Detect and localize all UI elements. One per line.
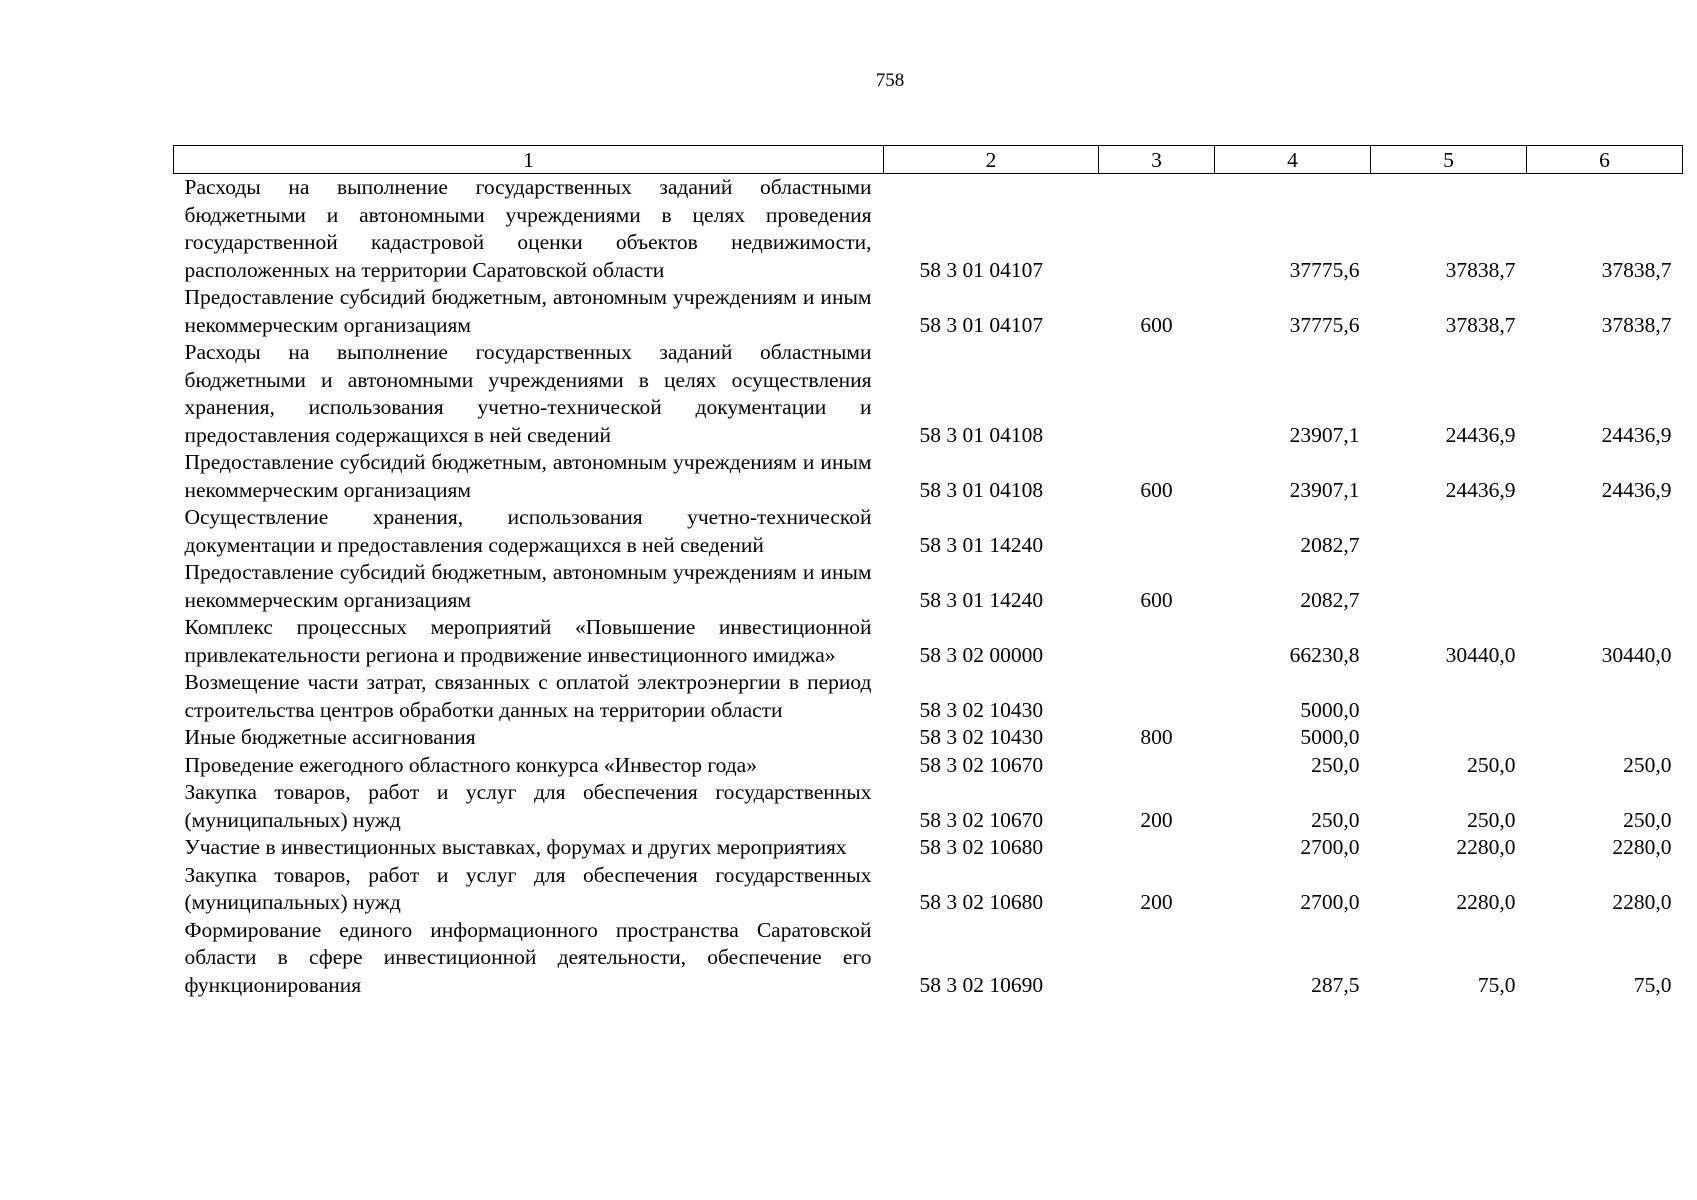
row-expense-type <box>1099 504 1215 559</box>
row-description: Возмещение части затрат, связанных с оплатой электроэнергии в период строительства центров обработки данных на территории области <box>184 670 872 722</box>
row-amount-col-4: 5000,0 <box>1300 725 1360 749</box>
table-header <box>174 146 1683 174</box>
row-amount-col-5: 37838,7 <box>1445 257 1516 282</box>
row-description: Предоставление субсидий бюджетным, автономным учреждениям и иным некоммерческим организациям <box>184 285 872 337</box>
table-row <box>174 504 1683 559</box>
row-amount-col-5: 2280,0 <box>1456 890 1516 914</box>
row-expense-type: 600 <box>1140 312 1173 337</box>
row-description: Предоставление субсидий бюджетным, автономным учреждениям и иным некоммерческим организациям <box>184 560 872 612</box>
table-row <box>174 862 1683 917</box>
row-amount-col-4: 250,0 <box>1311 752 1360 777</box>
table-row <box>174 752 1683 780</box>
table-row <box>174 559 1683 614</box>
table-row <box>174 339 1683 449</box>
header-row <box>174 146 1683 174</box>
row-amount-col-5 <box>1371 559 1527 614</box>
row-target-code: 58 3 01 04107 <box>919 257 1044 282</box>
header-col-1: 1 <box>174 146 884 174</box>
row-description: Участие в инвестиционных выставках, форумах и других мероприятиях <box>184 835 847 859</box>
header-col-6: 6 <box>1527 146 1683 174</box>
row-amount-col-6: 24436,9 <box>1601 422 1672 447</box>
row-description: Предоставление субсидий бюджетным, автономным учреждениям и иным некоммерческим организациям <box>184 450 872 502</box>
header-col-3: 3 <box>1099 146 1215 174</box>
row-amount-col-6: 37838,7 <box>1601 257 1672 282</box>
row-amount-col-5: 75,0 <box>1477 972 1516 997</box>
row-expense-type <box>1099 752 1215 780</box>
table-row <box>174 779 1683 834</box>
row-target-code: 58 3 02 10670 <box>919 752 1044 777</box>
row-amount-col-5 <box>1371 669 1527 724</box>
row-amount-col-6: 75,0 <box>1633 972 1672 997</box>
row-description: Проведение ежегодного областного конкурса «Инвестор года» <box>184 752 757 777</box>
row-expense-type <box>1099 917 1215 1000</box>
row-expense-type: 600 <box>1140 587 1173 612</box>
row-amount-col-4: 23907,1 <box>1289 477 1360 502</box>
header-col-5: 5 <box>1371 146 1527 174</box>
row-target-code: 58 3 01 04108 <box>919 422 1044 447</box>
row-description: Закупка товаров, работ и услуг для обеспечения государственных (муниципальных) нужд <box>184 780 872 832</box>
table-body <box>174 174 1683 1000</box>
row-amount-col-4: 2700,0 <box>1300 835 1360 859</box>
header-col-2: 2 <box>884 146 1099 174</box>
row-expense-type <box>1099 614 1215 669</box>
row-expense-type: 800 <box>1140 725 1173 749</box>
row-amount-col-6: 30440,0 <box>1601 642 1672 667</box>
row-target-code: 58 3 01 14240 <box>919 587 1044 612</box>
row-amount-col-6: 37838,7 <box>1601 312 1672 337</box>
row-description: Формирование единого информационного пространства Саратовской области в сфере инвестиционной деятельности, обеспечение его функционирования <box>184 917 872 997</box>
row-amount-col-5: 2280,0 <box>1456 835 1516 859</box>
row-amount-col-5: 30440,0 <box>1445 642 1516 667</box>
row-description: Осуществление хранения, использования учетно-технической документации и предоставления содержащихся в ней сведений <box>184 505 872 557</box>
row-target-code: 58 3 02 10680 <box>919 835 1044 859</box>
row-amount-col-4: 37775,6 <box>1289 257 1360 282</box>
header-col-4: 4 <box>1215 146 1371 174</box>
row-amount-col-6 <box>1527 559 1683 614</box>
row-description: Иные бюджетные ассигнования <box>184 725 476 749</box>
row-expense-type <box>1099 834 1215 862</box>
row-expense-type: 200 <box>1140 890 1173 914</box>
row-amount-col-6: 2280,0 <box>1612 835 1672 859</box>
row-amount-col-6 <box>1527 504 1683 559</box>
table-row <box>174 724 1683 752</box>
row-target-code: 58 3 02 10670 <box>919 807 1044 832</box>
row-expense-type <box>1099 174 1215 285</box>
row-amount-col-5: 24436,9 <box>1445 477 1516 502</box>
row-amount-col-6 <box>1527 669 1683 724</box>
row-amount-col-5: 250,0 <box>1467 807 1516 832</box>
row-target-code: 58 3 01 04108 <box>919 477 1044 502</box>
row-amount-col-4: 250,0 <box>1311 807 1360 832</box>
budget-table <box>173 145 1683 999</box>
row-amount-col-5 <box>1371 724 1527 752</box>
row-amount-col-5: 250,0 <box>1467 752 1516 777</box>
row-expense-type: 200 <box>1140 807 1173 832</box>
row-amount-col-6: 24436,9 <box>1601 477 1672 502</box>
row-target-code: 58 3 02 10430 <box>919 697 1044 722</box>
table-row <box>174 917 1683 1000</box>
row-target-code: 58 3 02 10690 <box>919 972 1044 997</box>
row-target-code: 58 3 02 10430 <box>919 725 1044 749</box>
row-amount-col-4: 2082,7 <box>1300 532 1360 557</box>
row-expense-type <box>1099 669 1215 724</box>
row-target-code: 58 3 01 04107 <box>919 312 1044 337</box>
row-amount-col-4: 37775,6 <box>1289 312 1360 337</box>
table-row <box>174 614 1683 669</box>
table-row <box>174 174 1683 285</box>
row-amount-col-4: 2700,0 <box>1300 890 1360 914</box>
row-description: Расходы на выполнение государственных заданий областными бюджетными и автономными учреждениями в целях осуществления хранения, использования учетно-технической документации и предоставления содержащихся в ней сведений <box>184 340 872 447</box>
table-row <box>174 284 1683 339</box>
row-amount-col-6: 250,0 <box>1623 752 1672 777</box>
row-amount-col-6: 250,0 <box>1623 807 1672 832</box>
row-amount-col-6 <box>1527 724 1683 752</box>
row-amount-col-4: 5000,0 <box>1300 697 1360 722</box>
row-target-code: 58 3 02 10680 <box>919 890 1044 914</box>
row-description: Закупка товаров, работ и услуг для обеспечения государственных (муниципальных) нужд <box>184 862 872 914</box>
row-description: Расходы на выполнение государственных заданий областными бюджетными и автономными учреждениями в целях проведения государственной кадастровой оценки объектов недвижимости, расположенных на территории Саратовской области <box>184 175 872 282</box>
row-amount-col-4: 23907,1 <box>1289 422 1360 447</box>
table-row <box>174 669 1683 724</box>
row-amount-col-4: 287,5 <box>1311 972 1360 997</box>
table-row <box>174 834 1683 862</box>
row-amount-col-4: 2082,7 <box>1300 587 1360 612</box>
row-amount-col-5 <box>1371 504 1527 559</box>
row-amount-col-4: 66230,8 <box>1289 642 1360 667</box>
table-row <box>174 449 1683 504</box>
page-number: 758 <box>875 70 905 91</box>
row-amount-col-5: 37838,7 <box>1445 312 1516 337</box>
row-target-code: 58 3 01 14240 <box>919 532 1044 557</box>
row-amount-col-6: 2280,0 <box>1612 890 1672 914</box>
row-expense-type <box>1099 339 1215 449</box>
row-expense-type: 600 <box>1140 477 1173 502</box>
row-description: Комплекс процессных мероприятий «Повышение инвестиционной привлекательности региона и продвижение инвестиционного имиджа» <box>184 615 872 667</box>
row-target-code: 58 3 02 00000 <box>919 642 1044 667</box>
row-amount-col-5: 24436,9 <box>1445 422 1516 447</box>
